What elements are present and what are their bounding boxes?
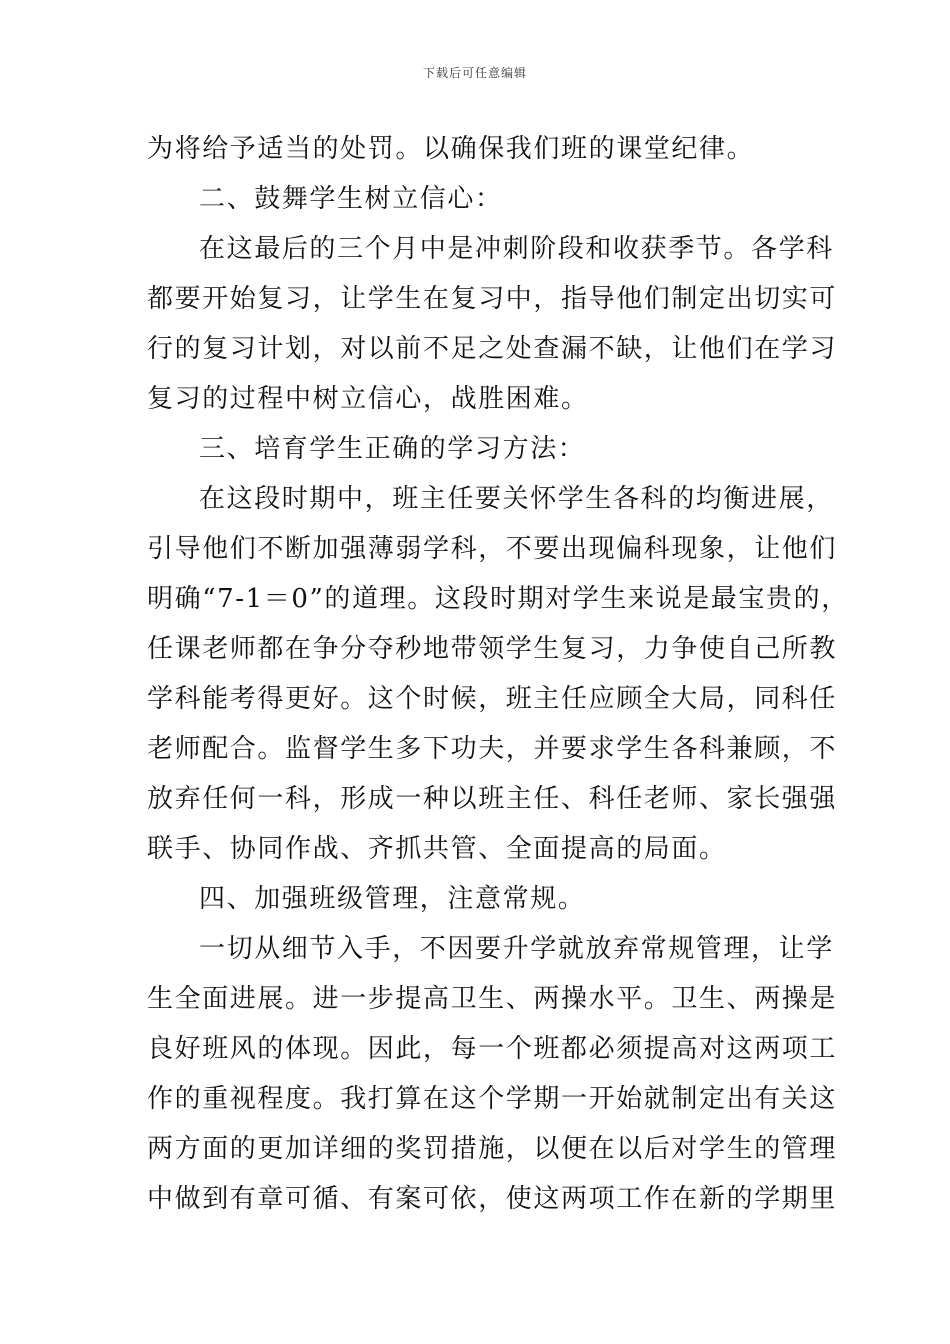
text-line: 放弃任何一科，形成一种以班主任、科任老师、家长强强 (147, 784, 838, 814)
section-heading: 三、培育学生正确的学习方法： (199, 434, 586, 464)
text-line: 生全面进展。进一步提高卫生、两操水平。卫生、两操是 (147, 984, 838, 1014)
text-line: 中做到有章可循、有案可依，使这两项工作在新的学期里 (147, 1184, 838, 1214)
text-line: 复习的过程中树立信心，战胜困难。 (147, 384, 589, 414)
text-line: 作的重视程度。我打算在这个学期一开始就制定出有关这 (147, 1084, 838, 1114)
text-line: 在这最后的三个月中是冲刺阶段和收获季节。各学科 (199, 234, 834, 264)
text-line: 一切从细节入手，不因要升学就放弃常规管理，让学 (199, 934, 834, 964)
text-line: 为将给予适当的处罚。以确保我们班的课堂纪律。 (147, 134, 755, 164)
text-line: 在这段时期中，班主任要关怀学生各科的均衡进展， (199, 484, 834, 514)
text-line: 两方面的更加详细的奖罚措施，以便在以后对学生的管理 (147, 1134, 838, 1164)
text-line: 联手、协同作战、齐抓共管、全面提高的局面。 (147, 834, 727, 864)
text-line: 明确“7-1＝0”的道理。这段时期对学生来说是最宝贵的， (147, 584, 849, 614)
text-line: 任课老师都在争分夺秒地带领学生复习，力争使自己所教 (147, 634, 838, 664)
section-heading: 四、加强班级管理，注意常规。 (199, 884, 586, 914)
text-line: 学科能考得更好。这个时候，班主任应顾全大局，同科任 (147, 684, 838, 714)
text-line: 行的复习计划，对以前不足之处查漏不缺，让他们在学习 (147, 334, 838, 364)
text-line: 引导他们不断加强薄弱学科，不要出现偏科现象，让他们 (147, 534, 838, 564)
document-body (147, 124, 849, 1224)
text-line: 都要开始复习，让学生在复习中，指导他们制定出切实可 (147, 284, 838, 314)
page-header: 下载后可任意编辑 (422, 66, 527, 80)
text-line: 老师配合。监督学生多下功夫，并要求学生各科兼顾，不 (147, 734, 838, 764)
text-line: 良好班风的体现。因此，每一个班都必须提高对这两项工 (147, 1034, 838, 1064)
section-heading: 二、鼓舞学生树立信心： (199, 184, 503, 214)
